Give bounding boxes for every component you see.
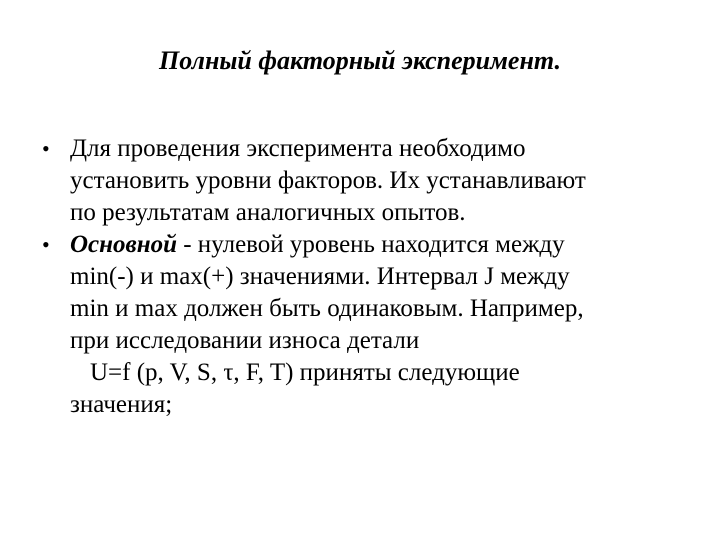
slide-title: Полный факторный эксперимент. <box>159 46 561 75</box>
bullet-list <box>40 133 690 421</box>
bullet-2-line-4: при исследовании износа детали <box>70 327 420 354</box>
bullet-marker: • <box>42 136 50 161</box>
bullet-2-line-5: U=f (p, V, S, τ, F, T) приняты следующие <box>90 359 520 386</box>
bullet-2-line-6: значения; <box>70 391 173 418</box>
bullet-2-line-3: min и max должен быть одинаковым. Например, <box>70 295 584 322</box>
bullet-2-line-1-text: - нулевой уровень находится между <box>176 231 565 258</box>
bullet-1-line-1: Для проведения эксперимента необходимо <box>70 135 526 162</box>
bullet-marker: • <box>42 232 50 257</box>
bullet-2-line-1 <box>70 229 690 261</box>
bullet-item-2 <box>40 229 690 421</box>
bullet-1-line-3: по результатам аналогичных опытов. <box>70 199 466 226</box>
bullet-2-line-2: min(-) и max(+) значениями. Интервал J между <box>70 263 570 290</box>
bullet-2-emphasis: Основной <box>70 231 177 258</box>
bullet-item-1 <box>40 133 690 229</box>
bullet-1-line-2: установить уровни факторов. Их устанавливают <box>70 167 586 194</box>
